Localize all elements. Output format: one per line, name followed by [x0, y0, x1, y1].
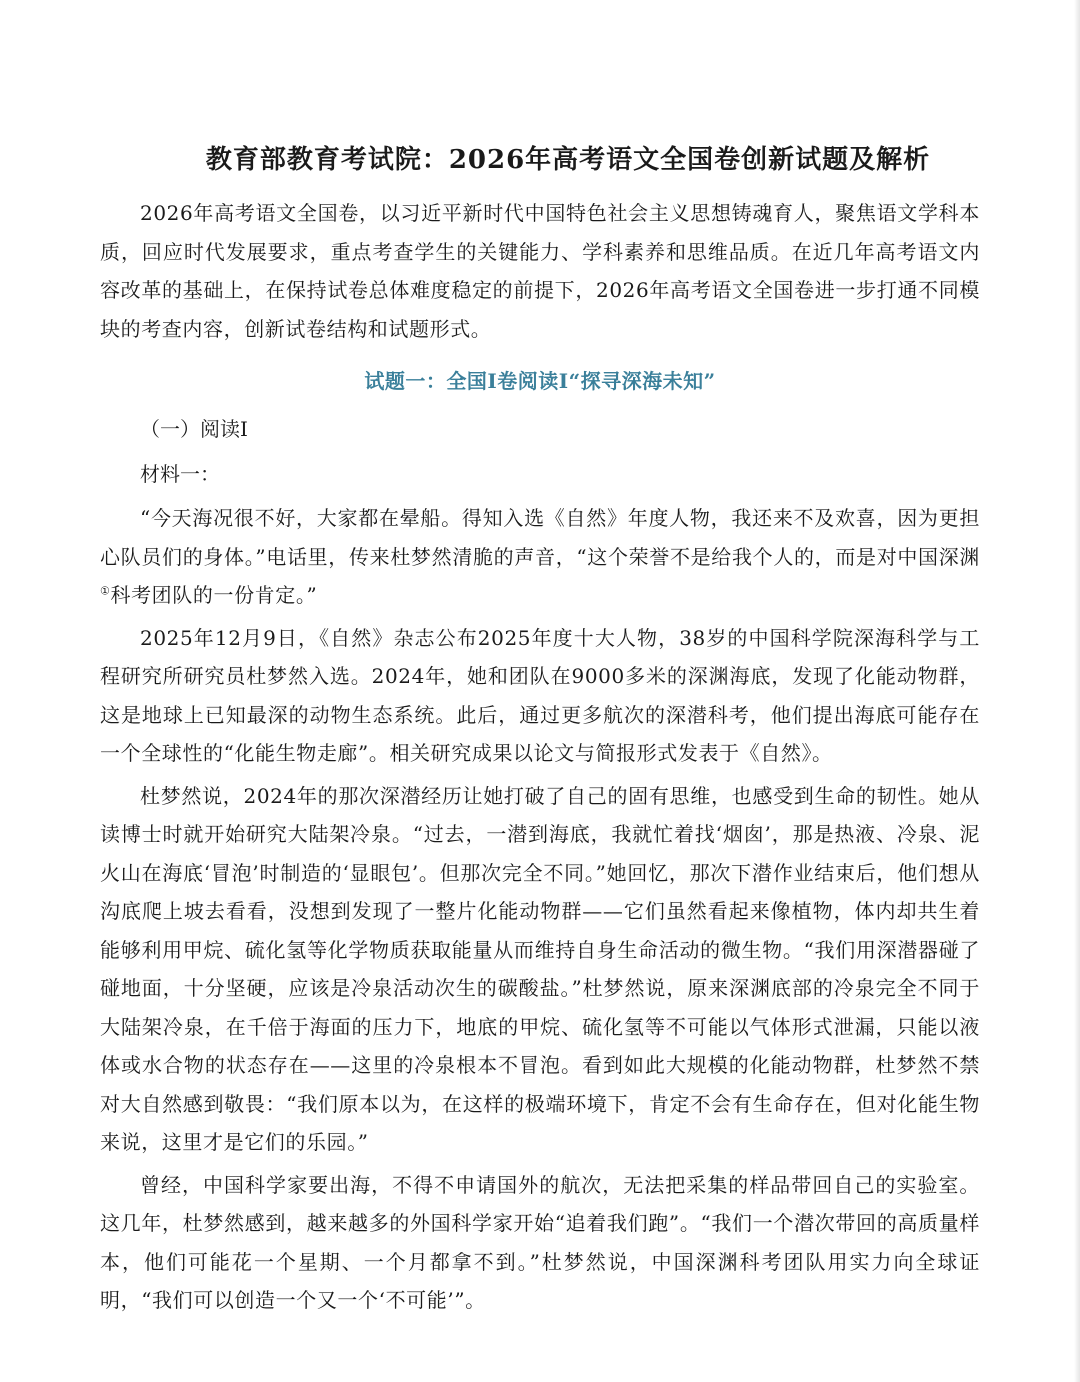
page-edge-shadow [1074, 0, 1080, 1382]
material-paragraph-3: 杜梦然说，2024年的那次深潜经历让她打破了自己的固有思维，也感受到生命的韧性。她从读博士时就开始研究大陆架冷泉。“过去，一潜到海底，我就忙着找‘烟囱’，那是热液、冷泉、泥火山在海底‘冒泡’时制造的‘显眼包’。但那次完全不同。”她回忆，那次下潜作业结束后，他们想从沟底爬上坡去看看，没想到发现了一整片化能动物群——它们虽然看起来像植物，体内却共生着能够利用甲烷、硫化氢等化学物质获取能量从而维持自身生命活动的微生物。“我们用深潜器碰了碰地面，十分坚硬，应该是冷泉活动次生的碳酸盐。”杜梦然说，原来深渊底部的冷泉完全不同于大陆架冷泉，在千倍于海面的压力下，地底的甲烷、硫化氢等不可能以气体形式泄漏，只能以液体或水合物的状态存在——这里的冷泉根本不冒泡。看到如此大规模的化能动物群，杜梦然不禁对大自然感到敬畏：“我们原本以为，在这样的极端环境下，肯定不会有生命存在，但对化能生物来说，这里才是它们的乐园。” [100, 783, 980, 1154]
footnote-marker: ① [100, 584, 111, 598]
material-paragraph-2: 2025年12月9日，《自然》杂志公布2025年度十大人物，38岁的中国科学院深海科学与工程研究所研究员杜梦然入选。2024年，她和团队在9000多米的深渊海底，发现了化能动物群，这是地球上已知最深的动物生态系统。此后，通过更多航次的深潜科考，他们提出海底可能存在一个全球性的“化能生物走廊”。相关研究成果以论文与简报形式发表于《自然》。 [100, 625, 980, 765]
material-label: 材料一： [140, 462, 220, 486]
part-label: （一）阅读Ⅰ [140, 417, 248, 441]
material-paragraph-1 [100, 499, 980, 615]
material-paragraph-1-text-b: 科考团队的一份肯定。” [110, 583, 318, 607]
material-paragraph-4: 曾经，中国科学家要出海，不得不申请国外的航次，无法把采集的样品带回自己的实验室。这几年，杜梦然感到，越来越多的外国科学家开始“追着我们跑”。“我们一个潜次带回的高质量样本，他们可能花一个星期、一个月都拿不到。”杜梦然说，中国深渊科考团队用实力向全球证明，“我们可以创造一个又一个‘不可能’”。 [100, 1172, 980, 1312]
material-paragraph-1-text-a: “今天海况很不好，大家都在晕船。得知入选《自然》年度人物，我还来不及欢喜，因为更担心队员们的身体。”电话里，传来杜梦然清脆的声音，“这个荣誉不是给我个人的，而是对中国深渊 [100, 506, 980, 569]
section-title: 试题一：全国Ⅰ卷阅读Ⅰ“探寻深海未知” [364, 369, 716, 393]
intro-paragraph: 2026年高考语文全国卷，以习近平新时代中国特色社会主义思想铸魂育人，聚焦语文学科本质，回应时代发展要求，重点考查学生的关键能力、学科素养和思维品质。在近几年高考语文内容改革的基础上，在保持试卷总体难度稳定的前提下，2026年高考语文全国卷进一步打通不同模块的考查内容，创新试卷结构和试题形式。 [100, 201, 980, 341]
document-title: 教育部教育考试院：2026年高考语文全国卷创新试题及解析 [205, 145, 931, 175]
